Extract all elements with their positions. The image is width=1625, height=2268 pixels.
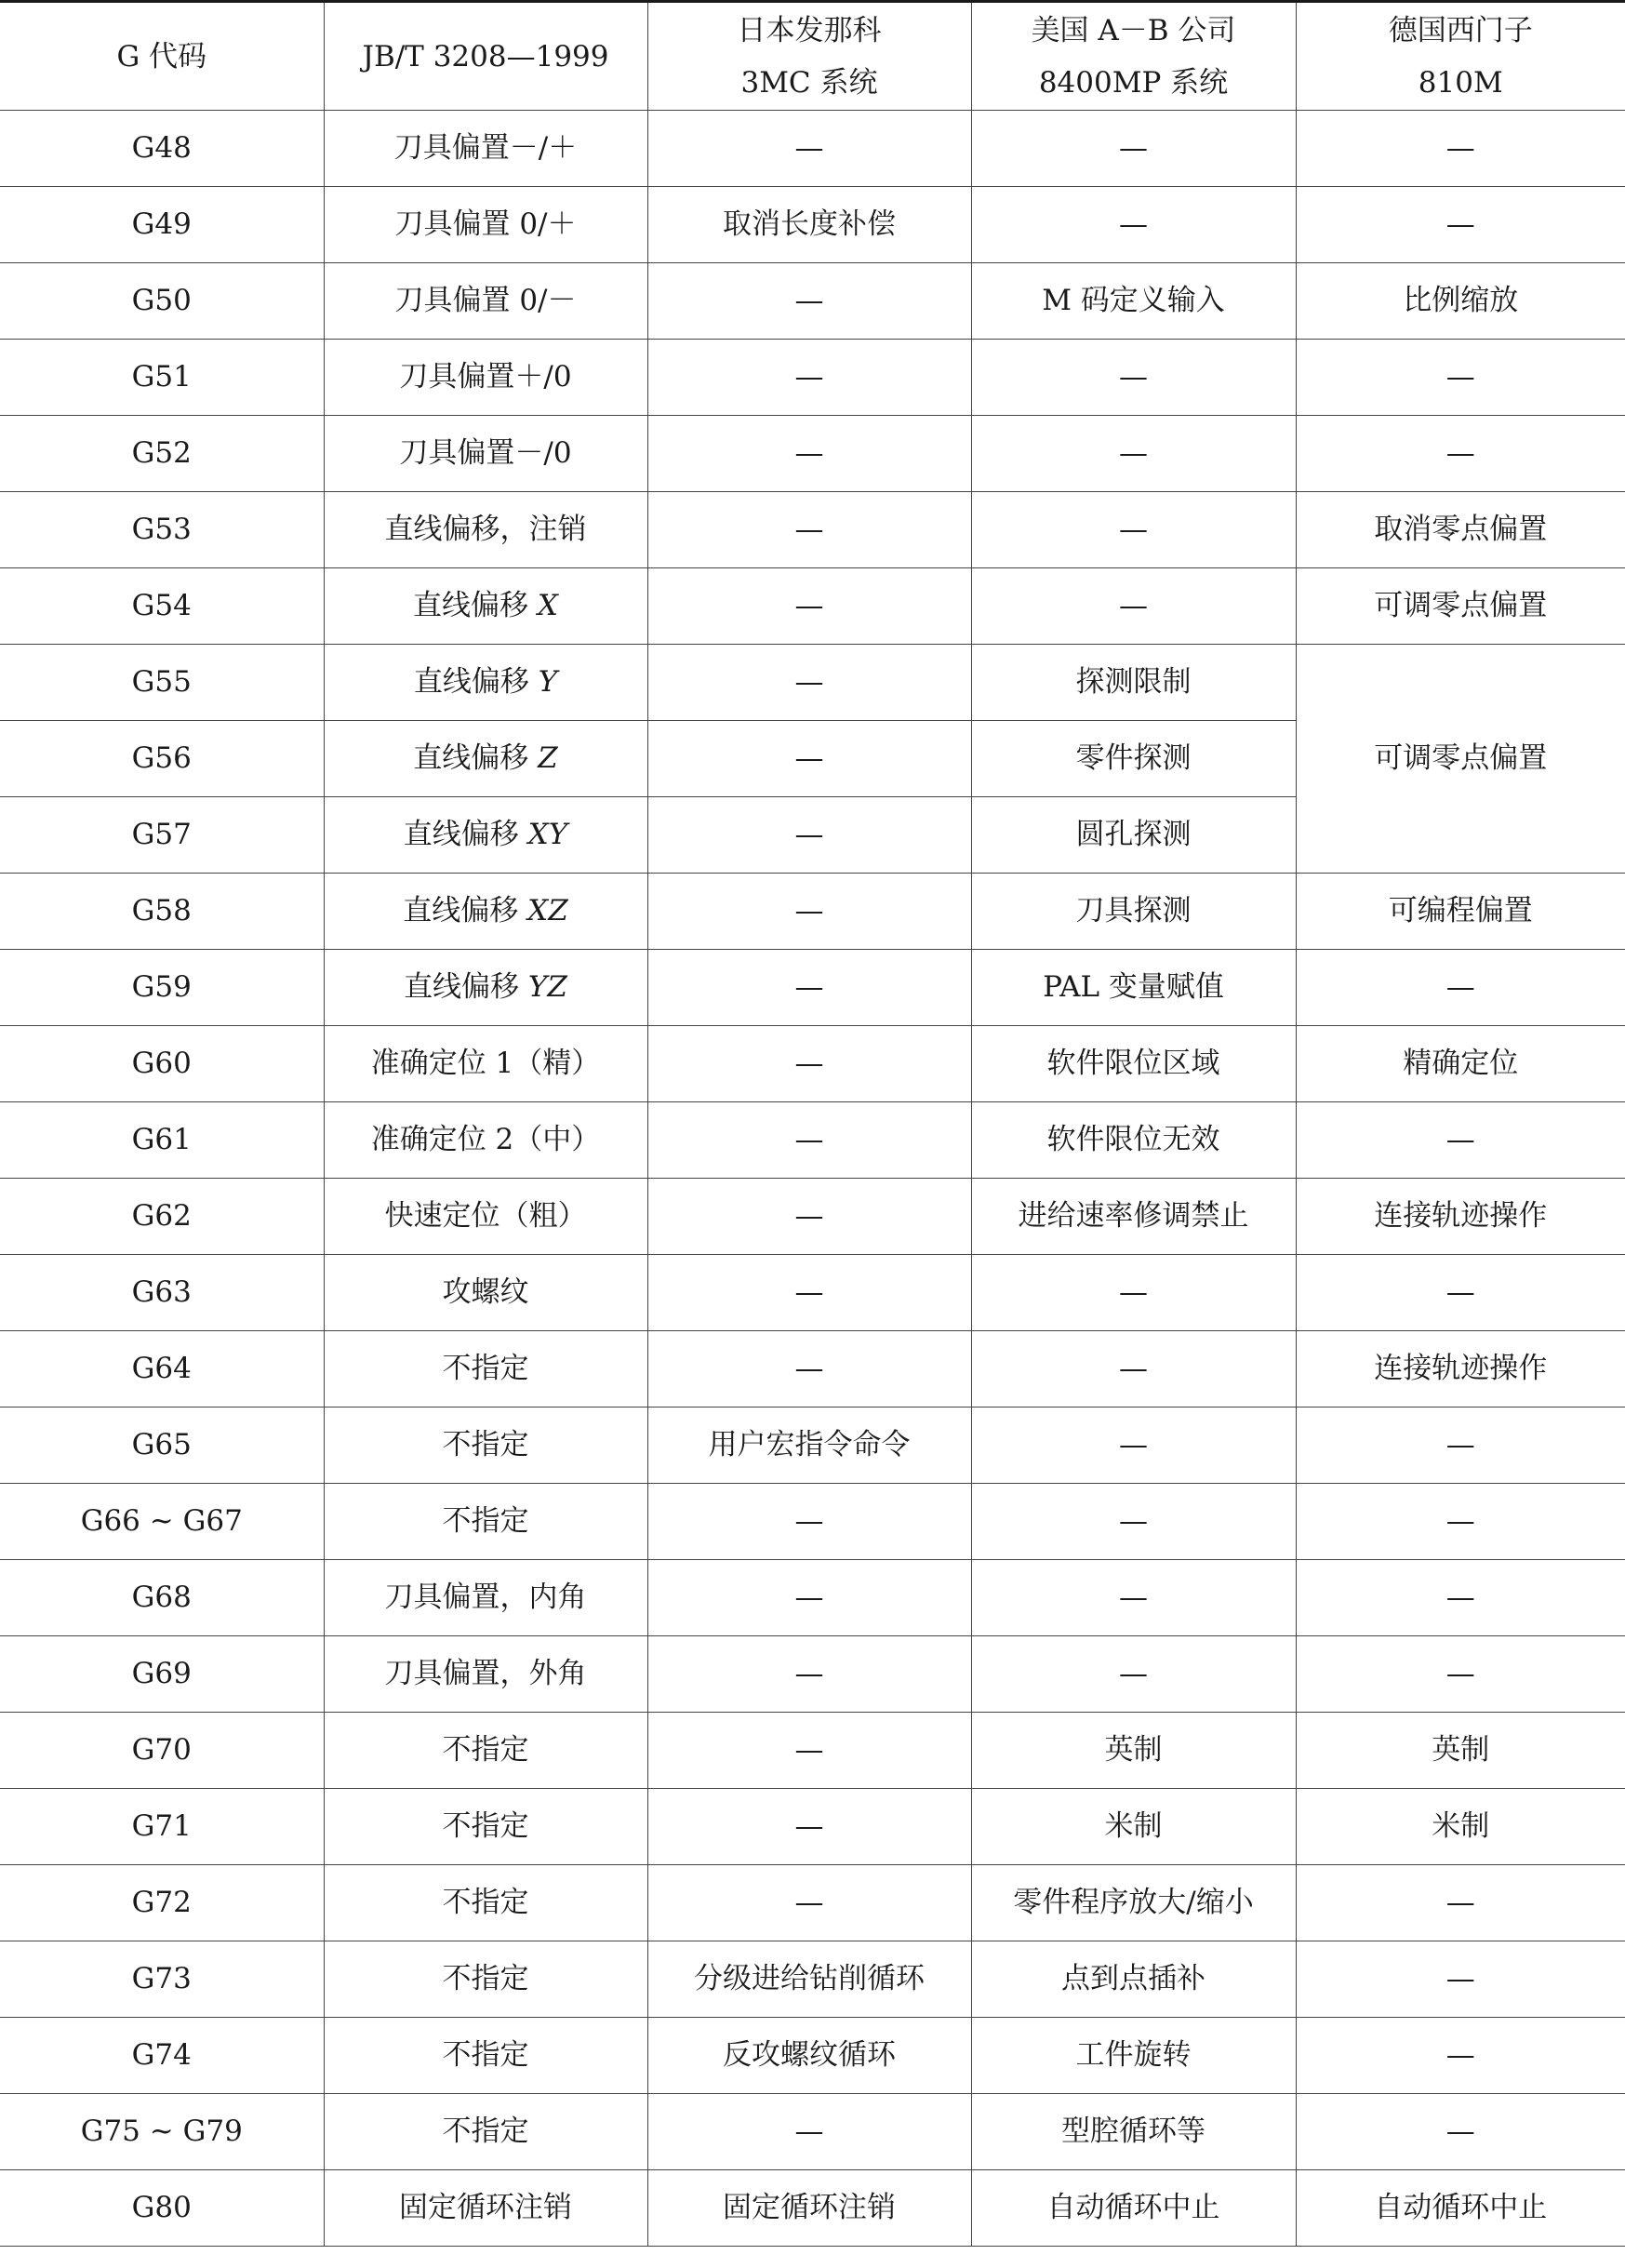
cell-siemens: — <box>1296 1255 1625 1331</box>
cell-allen-bradley: 米制 <box>971 1789 1296 1865</box>
cell-g-code: G69 <box>0 1636 324 1713</box>
table-row <box>0 874 1625 950</box>
cell-fanuc: — <box>647 340 971 416</box>
table-row <box>0 1484 1625 1560</box>
cell-allen-bradley: 软件限位区域 <box>971 1026 1296 1102</box>
header-line: 8400MP 系统 <box>1038 65 1229 100</box>
cell-fanuc: — <box>647 2094 971 2170</box>
cell-allen-bradley: — <box>971 1560 1296 1636</box>
cell-siemens: — <box>1296 1865 1625 1941</box>
table-row <box>0 1407 1625 1484</box>
cell-jb-function <box>324 2170 647 2247</box>
table-row <box>0 1636 1625 1713</box>
cell-siemens: 米制 <box>1296 1789 1625 1865</box>
cell-jb-text: 不指定 <box>442 1504 529 1538</box>
cell-allen-bradley: 工件旋转 <box>971 2018 1296 2094</box>
cell-jb-text: 不指定 <box>442 1352 529 1385</box>
cell-siemens: — <box>1296 2094 1625 2170</box>
cell-jb-function <box>324 1713 647 1789</box>
cell-g-code: G66 ~ G67 <box>0 1484 324 1560</box>
cell-allen-bradley: — <box>971 492 1296 568</box>
cell-g-code: G55 <box>0 645 324 721</box>
cell-allen-bradley: 圆孔探测 <box>971 797 1296 874</box>
cell-g-code: G51 <box>0 340 324 416</box>
table-row <box>0 1789 1625 1865</box>
header-allen-bradley <box>971 2 1296 111</box>
cell-allen-bradley: 英制 <box>971 1713 1296 1789</box>
cell-jb-function <box>324 340 647 416</box>
cell-siemens: — <box>1296 1560 1625 1636</box>
cell-siemens: 连接轨迹操作 <box>1296 1331 1625 1407</box>
cell-fanuc: 取消长度补偿 <box>647 187 971 263</box>
cell-fanuc: — <box>647 874 971 950</box>
cell-g-code: G50 <box>0 263 324 340</box>
cell-g-code: G63 <box>0 1255 324 1331</box>
cell-jb-function <box>324 568 647 645</box>
cell-fanuc: — <box>647 1865 971 1941</box>
cell-jb-text: 直线偏移 <box>413 589 538 622</box>
cell-fanuc: — <box>647 492 971 568</box>
table-row <box>0 645 1625 721</box>
header-line: 美国 A－B 公司 <box>1031 13 1236 47</box>
cell-jb-function <box>324 1941 647 2018</box>
cell-jb-function <box>324 1636 647 1713</box>
cell-siemens: — <box>1296 2018 1625 2094</box>
cell-fanuc: — <box>647 950 971 1026</box>
cell-siemens: — <box>1296 340 1625 416</box>
cell-siemens: 精确定位 <box>1296 1026 1625 1102</box>
cell-allen-bradley: 自动循环中止 <box>971 2170 1296 2247</box>
cell-jb-text: 不指定 <box>442 1428 529 1461</box>
cell-siemens: — <box>1296 1407 1625 1484</box>
cell-g-code: G54 <box>0 568 324 645</box>
header-fanuc <box>647 2 971 111</box>
cell-jb-text: 不指定 <box>442 1886 529 1919</box>
cell-jb-text: 刀具偏置 0/－ <box>394 284 577 317</box>
cell-jb-text: 准确定位 2（中） <box>370 1123 601 1156</box>
cell-jb-function <box>324 874 647 950</box>
cell-siemens: — <box>1296 1941 1625 2018</box>
cell-allen-bradley: — <box>971 1636 1296 1713</box>
cell-jb-function <box>324 2094 647 2170</box>
table-row <box>0 2170 1625 2247</box>
cell-allen-bradley: — <box>971 1407 1296 1484</box>
cell-allen-bradley: M 码定义输入 <box>971 263 1296 340</box>
cell-siemens: — <box>1296 187 1625 263</box>
cell-g-code: G62 <box>0 1179 324 1255</box>
cell-fanuc: 分级进给钻削循环 <box>647 1941 971 2018</box>
cell-fanuc: — <box>647 797 971 874</box>
header-line: G 代码 <box>116 39 207 73</box>
header-siemens <box>1296 2 1625 111</box>
cell-g-code: G70 <box>0 1713 324 1789</box>
cell-jb-text: 直线偏移 <box>413 665 539 699</box>
table-row <box>0 263 1625 340</box>
cell-allen-bradley: 软件限位无效 <box>971 1102 1296 1179</box>
header-line: 德国西门子 <box>1388 13 1533 47</box>
cell-jb-function <box>324 111 647 187</box>
cell-allen-bradley: 探测限制 <box>971 645 1296 721</box>
cell-allen-bradley: 零件探测 <box>971 721 1296 797</box>
table-row <box>0 340 1625 416</box>
cell-siemens: 英制 <box>1296 1713 1625 1789</box>
cell-fanuc: — <box>647 1484 971 1560</box>
cell-fanuc: — <box>647 1331 971 1407</box>
cell-allen-bradley: — <box>971 111 1296 187</box>
cell-siemens: 取消零点偏置 <box>1296 492 1625 568</box>
cell-jb-text: 不指定 <box>442 2038 529 2072</box>
table-row <box>0 1331 1625 1407</box>
cell-g-code: G60 <box>0 1026 324 1102</box>
table-row <box>0 568 1625 645</box>
cell-jb-text: 刀具偏置，内角 <box>384 1581 587 1614</box>
cell-siemens: 可调零点偏置 <box>1296 645 1625 874</box>
cell-jb-text: 快速定位（粗） <box>384 1199 587 1233</box>
cell-fanuc: — <box>647 1789 971 1865</box>
cell-jb-function <box>324 1102 647 1179</box>
cell-g-code: G49 <box>0 187 324 263</box>
cell-g-code: G48 <box>0 111 324 187</box>
cell-fanuc: — <box>647 568 971 645</box>
cell-jb-text: 刀具偏置，外角 <box>384 1657 587 1690</box>
cell-jb-function <box>324 1179 647 1255</box>
table-row <box>0 1941 1625 2018</box>
cell-jb-text: 直线偏移，注销 <box>384 513 587 546</box>
header-line: 日本发那科 <box>737 13 882 47</box>
cell-siemens: 可编程偏置 <box>1296 874 1625 950</box>
cell-jb-function <box>324 492 647 568</box>
cell-allen-bradley: 进给速率修调禁止 <box>971 1179 1296 1255</box>
cell-allen-bradley: 零件程序放大/缩小 <box>971 1865 1296 1941</box>
cell-siemens: — <box>1296 1636 1625 1713</box>
cell-g-code: G73 <box>0 1941 324 2018</box>
cell-g-code: G74 <box>0 2018 324 2094</box>
cell-g-code: G71 <box>0 1789 324 1865</box>
cell-jb-function <box>324 1484 647 1560</box>
cell-fanuc: — <box>647 1255 971 1331</box>
cell-jb-function <box>324 1789 647 1865</box>
cell-g-code: G53 <box>0 492 324 568</box>
cell-siemens: — <box>1296 950 1625 1026</box>
cell-siemens: — <box>1296 1102 1625 1179</box>
cell-fanuc: 固定循环注销 <box>647 2170 971 2247</box>
cell-fanuc: — <box>647 1026 971 1102</box>
cell-jb-function <box>324 187 647 263</box>
table-row <box>0 1713 1625 1789</box>
cell-jb-text: 不指定 <box>442 1809 529 1843</box>
cell-g-code: G59 <box>0 950 324 1026</box>
cell-jb-axis: Y <box>538 665 558 699</box>
cell-jb-function <box>324 1331 647 1407</box>
cell-g-code: G68 <box>0 1560 324 1636</box>
cell-jb-axis: XZ <box>527 894 568 927</box>
cell-g-code: G57 <box>0 797 324 874</box>
cell-allen-bradley: 点到点插补 <box>971 1941 1296 2018</box>
cell-fanuc: — <box>647 1713 971 1789</box>
cell-fanuc: — <box>647 416 971 492</box>
cell-jb-text: 不指定 <box>442 2115 529 2148</box>
cell-g-code: G75 ~ G79 <box>0 2094 324 2170</box>
cell-jb-text: 直线偏移 <box>403 818 528 851</box>
cell-jb-text: 刀具偏置＋/0 <box>399 360 572 394</box>
cell-jb-function <box>324 1560 647 1636</box>
cell-siemens: — <box>1296 111 1625 187</box>
table-row <box>0 2018 1625 2094</box>
table-row <box>0 1255 1625 1331</box>
cell-fanuc: 反攻螺纹循环 <box>647 2018 971 2094</box>
cell-jb-function <box>324 645 647 721</box>
cell-g-code: G72 <box>0 1865 324 1941</box>
cell-fanuc: — <box>647 111 971 187</box>
cell-siemens: — <box>1296 1484 1625 1560</box>
header-jb-standard <box>324 2 647 111</box>
cell-jb-text: 直线偏移 <box>413 741 539 775</box>
cell-fanuc: — <box>647 721 971 797</box>
cell-g-code: G65 <box>0 1407 324 1484</box>
cell-g-code: G64 <box>0 1331 324 1407</box>
table-row <box>0 1179 1625 1255</box>
cell-allen-bradley: — <box>971 1484 1296 1560</box>
cell-siemens: 自动循环中止 <box>1296 2170 1625 2247</box>
table-row <box>0 1560 1625 1636</box>
cell-fanuc: — <box>647 1179 971 1255</box>
cell-allen-bradley: — <box>971 1331 1296 1407</box>
cell-jb-axis: YZ <box>527 970 567 1004</box>
cell-jb-function <box>324 721 647 797</box>
cell-g-code: G61 <box>0 1102 324 1179</box>
cell-jb-function <box>324 2018 647 2094</box>
cell-jb-function <box>324 1407 647 1484</box>
cell-fanuc: 用户宏指令命令 <box>647 1407 971 1484</box>
cell-jb-text: 准确定位 1（精） <box>370 1047 601 1080</box>
header-line: JB/T 3208—1999 <box>362 39 609 73</box>
cell-jb-text: 攻螺纹 <box>442 1275 529 1309</box>
table-row <box>0 187 1625 263</box>
cell-jb-text: 不指定 <box>442 1733 529 1767</box>
cell-jb-text: 直线偏移 <box>403 894 528 927</box>
cell-jb-text: 刀具偏置－/＋ <box>393 131 578 165</box>
cell-jb-text: 固定循环注销 <box>399 2191 572 2224</box>
cell-siemens: 连接轨迹操作 <box>1296 1179 1625 1255</box>
cell-jb-text: 刀具偏置－/0 <box>399 436 572 470</box>
cell-jb-function <box>324 797 647 874</box>
table-row <box>0 2094 1625 2170</box>
table-row <box>0 1865 1625 1941</box>
cell-allen-bradley: — <box>971 340 1296 416</box>
header-line: 3MC 系统 <box>740 65 878 100</box>
cell-g-code: G56 <box>0 721 324 797</box>
cell-jb-text: 直线偏移 <box>404 970 528 1004</box>
cell-siemens: — <box>1296 416 1625 492</box>
cell-g-code: G80 <box>0 2170 324 2247</box>
cell-jb-function <box>324 416 647 492</box>
cell-jb-axis: XY <box>527 818 568 851</box>
header-g-code <box>0 2 324 111</box>
table-row <box>0 950 1625 1026</box>
cell-fanuc: — <box>647 645 971 721</box>
cell-allen-bradley: — <box>971 1255 1296 1331</box>
cell-jb-function <box>324 950 647 1026</box>
header-line: 810M <box>1418 65 1503 100</box>
cell-siemens: 可调零点偏置 <box>1296 568 1625 645</box>
cell-fanuc: — <box>647 1636 971 1713</box>
table-header-row <box>0 2 1625 111</box>
cell-jb-function <box>324 1865 647 1941</box>
cell-jb-function <box>324 1026 647 1102</box>
table-row <box>0 1102 1625 1179</box>
table-row <box>0 111 1625 187</box>
cell-allen-bradley: PAL 变量赋值 <box>971 950 1296 1026</box>
table-row <box>0 1026 1625 1102</box>
cell-fanuc: — <box>647 263 971 340</box>
cell-allen-bradley: — <box>971 416 1296 492</box>
cell-allen-bradley: — <box>971 187 1296 263</box>
cell-jb-text: 刀具偏置 0/＋ <box>394 207 577 241</box>
table-body <box>0 111 1625 2247</box>
cell-jb-axis: Z <box>538 741 558 775</box>
cell-fanuc: — <box>647 1102 971 1179</box>
cell-jb-axis: X <box>537 589 558 622</box>
cell-jb-text: 不指定 <box>442 1962 529 1995</box>
table-row <box>0 416 1625 492</box>
cell-allen-bradley: 刀具探测 <box>971 874 1296 950</box>
table-row <box>0 492 1625 568</box>
cell-jb-function <box>324 1255 647 1331</box>
cell-allen-bradley: — <box>971 568 1296 645</box>
cell-jb-function <box>324 263 647 340</box>
cell-fanuc: — <box>647 1560 971 1636</box>
cell-g-code: G52 <box>0 416 324 492</box>
cell-siemens: 比例缩放 <box>1296 263 1625 340</box>
cell-allen-bradley: 型腔循环等 <box>971 2094 1296 2170</box>
cell-g-code: G58 <box>0 874 324 950</box>
